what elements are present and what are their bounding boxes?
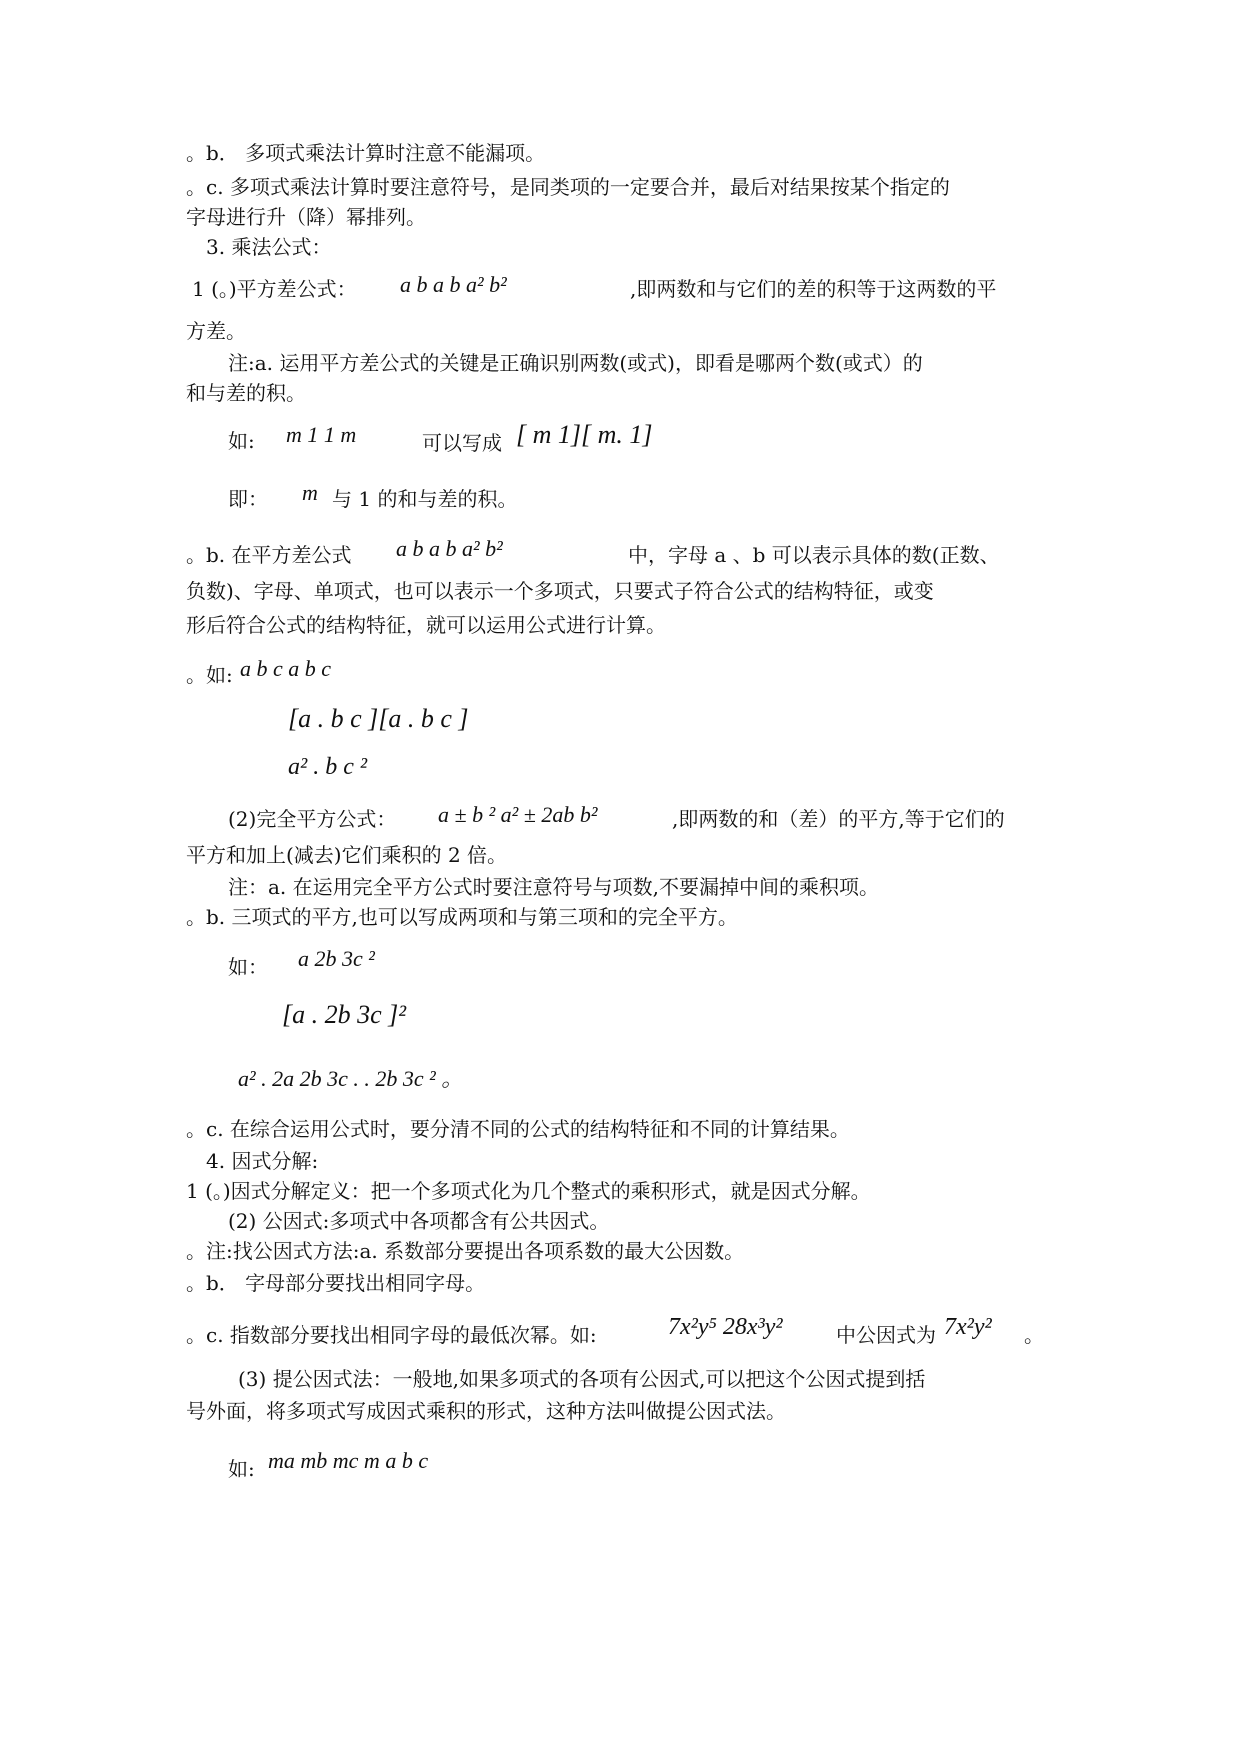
common-factor-period: 。: [1024, 1323, 1044, 1347]
text-line-c-sign-rule: 。c. 多项式乘法计算时要注意符号，是同类项的一定要合并，最后对结果按某个指定的: [186, 175, 950, 199]
example-3-step-2: a² . 2a 2b 3c . . 2b 3c ² 。: [238, 1066, 464, 1091]
note-a-perfect-square: 注：a. 在运用完全平方公式时要注意符号与项数,不要漏掉中间的乘积项。: [228, 875, 879, 899]
note-c-combined-formulas: 。c. 在综合运用公式时，要分清不同的公式的结构特征和不同的计算结果。: [186, 1117, 850, 1141]
that-is-label: 即：: [228, 487, 268, 511]
that-is-explanation: 与 1 的和与差的积。: [332, 487, 518, 511]
example-2-label: 。如:: [186, 663, 233, 687]
note-b-trinomial-square: 。b. 三项式的平方,也可以写成两项和与第三项和的完全平方。: [186, 905, 738, 929]
example-3-expression: a 2b 3c ²: [298, 946, 375, 971]
note-b-label: 。b. 在平方差公式: [186, 543, 352, 567]
section-heading-factorization: 4. 因式分解:: [206, 1149, 319, 1173]
perfect-square-explanation-end: 平方和加上(减去)它们乘积的 2 倍。: [186, 843, 508, 867]
example-3-label: 如：: [228, 955, 268, 979]
factorization-definition: 1 (。)因式分解定义：把一个多项式化为几个整式的乘积形式，就是因式分解。: [186, 1179, 871, 1203]
note-a-continuation: 和与差的积。: [186, 381, 306, 405]
perfect-square-label: (2)完全平方公式：: [228, 807, 397, 831]
difference-of-squares-explanation: ,即两数和与它们的差的积等于这两数的平: [630, 277, 997, 301]
note-b-formula: a b a b a² b²: [396, 536, 503, 561]
example-4-expression: ma mb mc m a b c: [268, 1448, 429, 1473]
that-is-term: m: [302, 480, 318, 505]
note-b-explanation: 中，字母 a 、b 可以表示具体的数(正数、: [628, 543, 1000, 567]
section-heading-multiplication-formulas: 3. 乘法公式：: [206, 235, 332, 259]
difference-of-squares-explanation-end: 方差。: [186, 319, 246, 343]
text-line-b-no-missing-terms: 。b． 多项式乘法计算时注意不能漏项。: [186, 141, 546, 165]
common-factor-example-expression: 7x²y⁵ 28x³y²: [668, 1314, 783, 1340]
common-factor-method-a: 。注:找公因式方法:a. 系数部分要提出各项系数的最大公因数。: [186, 1239, 745, 1263]
factor-out-method-definition: (3) 提公因式法：一般地,如果多项式的各项有公因式,可以把这个公因式提到括: [238, 1367, 926, 1391]
example-3-step-1: [a . 2b 3c ]²: [282, 1000, 407, 1029]
perfect-square-explanation: ,即两数的和（差）的平方,等于它们的: [672, 807, 1005, 831]
note-b-continuation-2: 形后符合公式的结构特征，就可以运用公式进行计算。: [186, 613, 666, 637]
common-factor-method-c: 。c. 指数部分要找出相同字母的最低次幂。如:: [186, 1323, 597, 1347]
example-rewritten-expression: [ m 1][ m. 1]: [516, 420, 653, 449]
example-4-label: 如:: [228, 1457, 255, 1481]
example-expression: m 1 1 m: [286, 422, 357, 447]
text-line-c-sort-powers: 字母进行升（降）幂排列。: [186, 205, 426, 229]
factor-out-method-continuation: 号外面，将多项式写成因式乘积的形式，这种方法叫做提公因式法。: [186, 1399, 786, 1423]
example-2-step-2: a² . b c ²: [288, 754, 368, 780]
common-factor-is-label: 中公因式为: [836, 1323, 936, 1347]
perfect-square-formula: a ± b ² a² ± 2ab b²: [438, 802, 598, 827]
difference-of-squares-label: 1 (。)平方差公式：: [192, 277, 357, 301]
difference-of-squares-formula: a b a b a² b²: [400, 272, 507, 297]
common-factor-result: 7x²y²: [944, 1314, 992, 1340]
note-b-continuation-1: 负数)、字母、单项式，也可以表示一个多项式，只要式子符合公式的结构特征，或变: [186, 579, 934, 603]
example-2-expression: a b c a b c: [240, 656, 332, 681]
common-factor-definition: (2) 公因式:多项式中各项都含有公共因式。: [228, 1209, 610, 1233]
example-label: 如:: [228, 429, 255, 453]
example-can-write-as: 可以写成: [422, 431, 502, 455]
note-a-identify-terms: 注:a. 运用平方差公式的关键是正确识别两数(或式)，即看是哪两个数(或式）的: [228, 351, 923, 375]
common-factor-method-b: 。b． 字母部分要找出相同字母。: [186, 1271, 486, 1295]
example-2-step-1: [a . b c ][a . b c ]: [288, 704, 469, 733]
